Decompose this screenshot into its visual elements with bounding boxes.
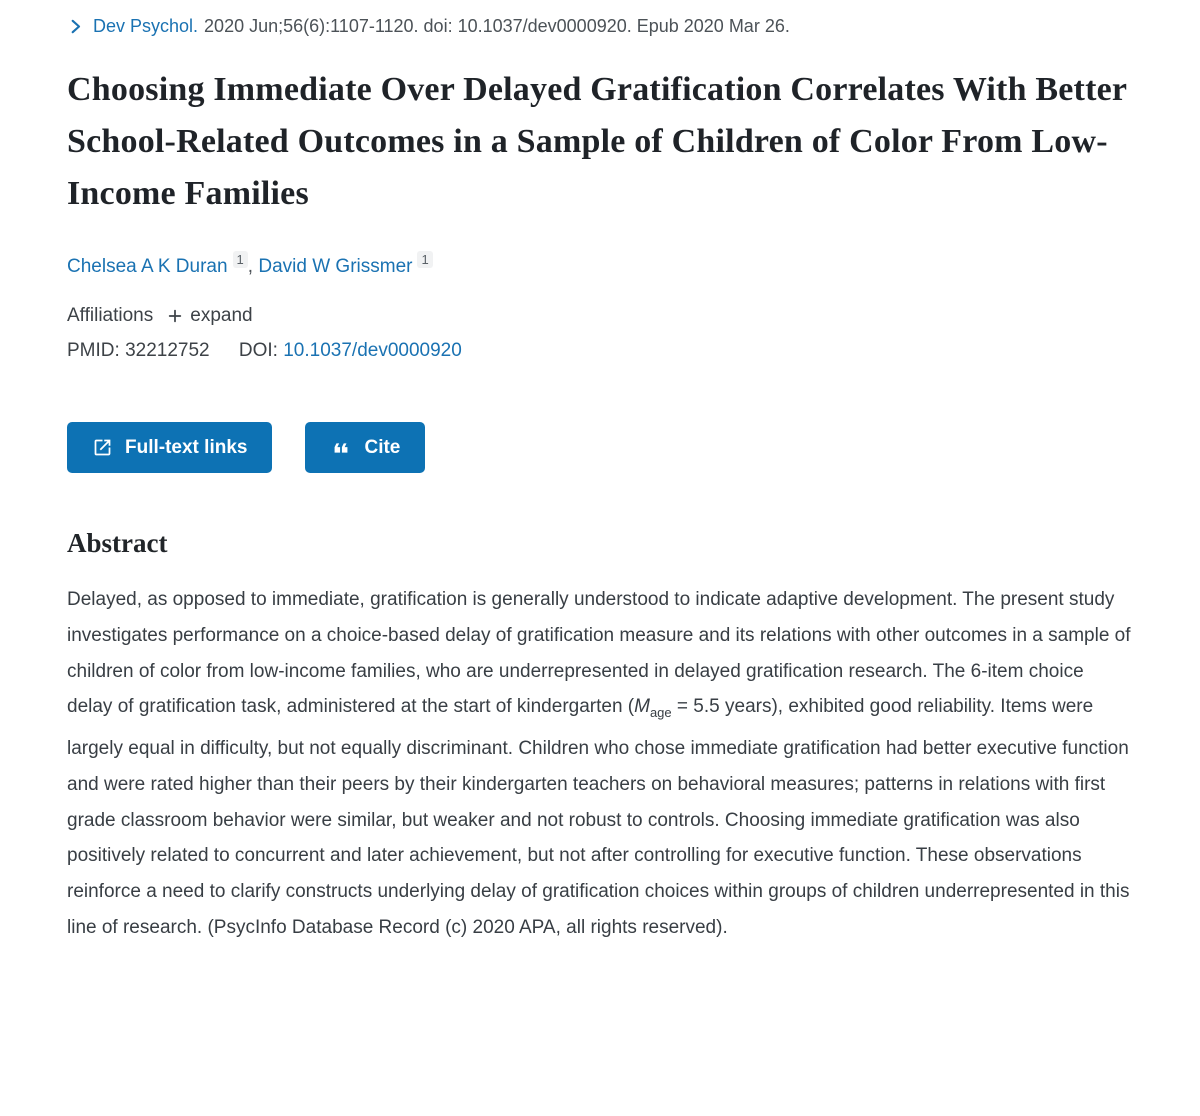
- chevron-right-icon[interactable]: [67, 18, 84, 35]
- full-text-links-label: Full-text links: [125, 436, 248, 458]
- abstract-part1: Delayed, as opposed to immediate, gratification is generally understood to indicate adaptive development. The present study investigates performance on a choice-based delay of gratification measure and its relations with other outcomes in a sample of children of color from low-income families, who are underrepresented in delayed gratification research. The 6-item choice delay of gratification task, administered at the start of kindergarten (: [67, 589, 1131, 718]
- quote-icon: [330, 437, 352, 459]
- authors-line: [67, 251, 1133, 278]
- affiliation-superscript[interactable]: 1: [233, 251, 248, 268]
- mean-age-subscript: age: [649, 705, 672, 721]
- abstract-heading: Abstract: [67, 528, 168, 558]
- abstract-part2: = 5.5 years), exhibited good reliability. Items were largely equal in difficulty, but not equally discriminant. Children who chose immediate gratification had better executive function and were rated higher than their peers by their kindergarten teachers on behavioral measures; patterns in relations with first grade classroom behavior were similar, but weaker and not robust to controls. Choosing immediate gratification was also positively related to concurrent and later achievement, but not after controlling for executive function. These observations reinforce a need to clarify constructs underlying delay of gratification choices within groups of children underrepresented in this line of research. (PsycInfo Database Record (c) 2020 APA, all rights reserved).: [67, 696, 1130, 938]
- author-separator: ,: [247, 256, 254, 277]
- expand-affiliations-button[interactable]: [167, 305, 252, 327]
- mean-age-variable: M: [634, 696, 650, 718]
- pmid-label: PMID:: [67, 340, 120, 361]
- doi-label: DOI:: [238, 340, 278, 361]
- doi-link[interactable]: 10.1037/dev0000920: [283, 340, 462, 361]
- citation-line: [67, 16, 1133, 37]
- identifiers-row: [67, 340, 1133, 362]
- journal-link[interactable]: Dev Psychol.: [93, 16, 199, 36]
- external-link-icon: [92, 437, 113, 458]
- author-link-duran[interactable]: Chelsea A K Duran: [67, 256, 228, 277]
- affiliations-label: Affiliations: [67, 305, 154, 326]
- cite-label: Cite: [364, 436, 401, 458]
- full-text-links-button[interactable]: [67, 422, 272, 473]
- citation-details: 2020 Jun;56(6):1107-1120. doi: 10.1037/dev0000920. Epub 2020 Mar 26.: [204, 16, 790, 36]
- actions-row: [67, 422, 1133, 473]
- pmid-value: 32212752: [125, 340, 210, 361]
- page-title: Choosing Immediate Over Delayed Gratification Correlates With Better School-Related Outcomes in a Sample of Children of Color From Low-Income Families: [67, 71, 1127, 212]
- plus-icon: [167, 308, 183, 324]
- author-link-grissmer[interactable]: David W Grissmer: [258, 256, 413, 277]
- affiliation-superscript[interactable]: 1: [417, 251, 432, 268]
- expand-label: expand: [190, 305, 253, 326]
- abstract-text: [67, 582, 1133, 946]
- affiliations-row: [67, 305, 1133, 327]
- cite-button[interactable]: [305, 422, 425, 473]
